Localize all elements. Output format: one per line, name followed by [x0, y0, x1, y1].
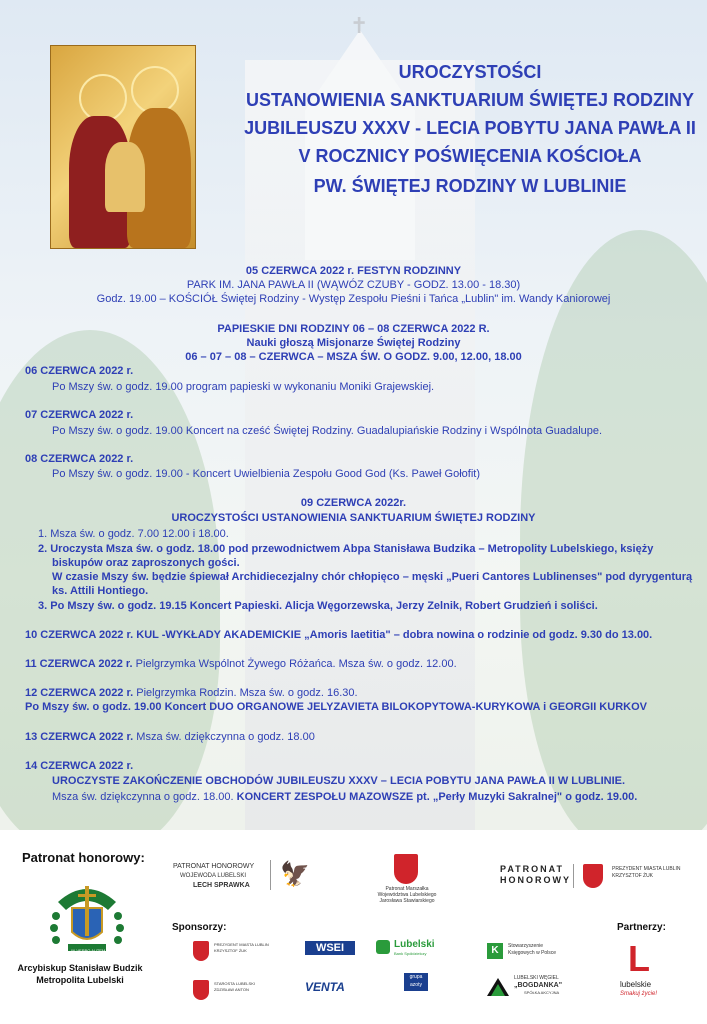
azoty-line2: azoty [410, 982, 422, 988]
june11-text: Pielgrzymka Wspólnot Żywego Różańca. Msza św. o godz. 12.00. [132, 658, 457, 670]
title-line-4: V ROCZNICY POŚWIĘCENIA KOŚCIOŁA [298, 146, 642, 166]
starosta-line1: STAROSTA LUBELSKI [214, 981, 255, 986]
june9-item-3: 3. Po Mszy św. o godz. 19.15 Koncert Papieski. Alicja Węgorzewska, Jerzy Zelnik, Robert Grudzień i soliści. [38, 600, 598, 612]
divider [270, 860, 271, 890]
june14-concert: KONCERT ZESPOŁU MAZOWSZE pt. „Perły Muzyki Sakralnej" o godz. 19.00. [236, 791, 638, 803]
marszalek-line2: Województwa Lubelskiego [377, 892, 437, 898]
wsei-logo: WSEI [305, 941, 355, 955]
prezydent-name-line2: KRZYSZTOF ŻUK [612, 873, 654, 879]
june12-date: 12 CZERWCA 2022 r. [25, 687, 134, 699]
bishop-title: Metropolita Lubelski [36, 975, 124, 985]
tree-right [520, 230, 707, 830]
june9-item-2-choir: W czasie Mszy św. będzie śpiewał Archidiecezjalny chór chłopięco – męski „Pueri Cantores Lublinenses" pod dyrygenturą [52, 571, 693, 583]
june9-item-2-cont: biskupów oraz zaproszonych gości. [52, 557, 240, 569]
june12-text: Pielgrzymka Rodzin. Msza św. o godz. 16.30. [133, 687, 358, 699]
day-text: Po Mszy św. o godz. 19.00 - Koncert Uwielbienia Zespołu Good God (Ks. Paweł Gołofit) [52, 468, 480, 480]
lubelskie-slogan: Smakuj życie! [620, 991, 658, 997]
june10-line: 10 CZERWCA 2022 r. KUL -WYKŁADY AKADEMICKIE „Amoris laetitia" – dobra nowina o rodzinie od godz. 9.30 do 13.00. [25, 629, 653, 641]
eagle-icon: 🦅 [280, 860, 310, 888]
lublin-city-crest-icon [583, 864, 603, 888]
prezydent-honorowy: HONOROWY [500, 875, 571, 885]
sponsor-prezydent-line1: PREZYDENT MIASTA LUBLIN [214, 942, 269, 947]
bogdanka-icon [487, 978, 509, 996]
starosta-line2: ZDZISŁAW ANTON [214, 987, 249, 992]
june13-date: 13 CZERWCA 2022 r. [25, 731, 134, 743]
venta-logo: VENTA [305, 980, 345, 994]
skp-line1: Stowarzyszenie [508, 943, 544, 949]
crest-motto: IN VERBO AUTEM TUO [71, 948, 115, 953]
holy-family-icon [50, 45, 196, 249]
title-line-2: USTANOWIENIA SANKTUARIUM ŚWIĘTEJ RODZINY [246, 90, 694, 110]
bogdanka-line3: SPÓŁKA AKCYJNA [524, 990, 560, 995]
day-date: 08 CZERWCA 2022 r. [25, 453, 134, 465]
june14-date: 14 CZERWCA 2022 r. [25, 760, 134, 772]
june9-heading: UROCZYSTOŚCI USTANOWIENIA SANKTUARIUM ŚWIĘTEJ RODZINY [171, 512, 536, 524]
title-line-5: PW. ŚWIĘTEJ RODZINY W LUBLINIE [313, 176, 627, 196]
bank-name: Lubelski [394, 939, 435, 950]
festyn-place: PARK IM. JANA PAWŁA II (WĄWÓZ CZUBY - GODZ. 13.00 - 18.30) [186, 279, 521, 291]
june12-line [25, 686, 358, 700]
june9-item-2: 2. Uroczysta Msza św. o godz. 18.00 pod przewodnictwem Abpa Stanisława Budzika – Metropolity Lubelskiego, księży [38, 543, 654, 555]
starosta-crest-icon [193, 980, 209, 1000]
sponsor-prezydent-line2: KRZYSZTOF ŻUK [214, 948, 247, 953]
skp-line2: Księgowych w Polsce [508, 950, 557, 956]
marszalek-line3: Jarosława Stawiarskiego [379, 898, 435, 904]
prezydent-patronat: PATRONAT [500, 864, 564, 874]
bogdanka-line2: „BOGDANKA" [514, 982, 563, 989]
june11-line [25, 657, 457, 671]
azoty-logo [404, 973, 428, 991]
bogdanka-line1: LUBELSKI WĘGIEL [514, 975, 559, 981]
archbishop-crest [48, 880, 126, 956]
bank-sub: Bank Spółdzielczy [394, 951, 427, 956]
title-line-1: UROCZYSTOŚCI [398, 62, 542, 82]
patronat-label: Patronat honorowy: [22, 850, 145, 865]
june14-mass [52, 790, 637, 804]
day-date: 07 CZERWCA 2022 r. [25, 409, 134, 421]
papieskie-sub: Nauki głoszą Misjonarze Świętej Rodziny [246, 337, 461, 349]
cross-icon: ✝ [350, 14, 369, 39]
day-text: Po Mszy św. o godz. 19.00 Koncert na cześć Świętej Rodziny. Guadalupiańskie Rodziny i Wspólnota Guadalupe. [52, 425, 603, 437]
partners-label: Partnerzy: [617, 922, 666, 933]
june9-item-1: 1. Msza św. o godz. 7.00 12.00 i 18.00. [38, 528, 229, 540]
lublin-crest-icon [394, 854, 418, 884]
june14-text: Msza św. dziękczynna o godz. 18.00. [52, 791, 237, 803]
wojewoda-name: LECH SPRAWKA [193, 882, 250, 889]
bishop-name: Arcybiskup Stanisław Budzik [17, 963, 143, 973]
prezydent-name-line1: PREZYDENT MIASTA LUBLIN [612, 866, 681, 872]
wojewoda-title: WOJEWODA LUBELSKI [180, 873, 247, 879]
papieskie-mass: 06 – 07 – 08 – CZERWCA – MSZA ŚW. O GODZ. 9.00, 12.00, 18.00 [185, 351, 522, 363]
june9-date: 09 CZERWCA 2022r. [300, 497, 407, 509]
june13-line [25, 730, 315, 744]
day-text: Po Mszy św. o godz. 19.00 program papieski w wykonaniu Moniki Grajewskiej. [52, 381, 435, 393]
june12-concert: Po Mszy św. o godz. 19.00 Koncert DUO ORGANOWE JELYZAVIETA BILOKOPYTOWA-KURYKOWA i GEORGII KURKOV [25, 701, 647, 713]
bank-logo [376, 940, 456, 958]
festyn-evening: Godz. 19.00 – KOŚCIÓŁ Świętej Rodziny - Występ Zespołu Pieśni i Tańca „Lublin" im. Wandy Kaniorowej [96, 293, 611, 305]
june14-heading: UROCZYSTE ZAKOŃCZENIE OBCHODÓW JUBILEUSZU XXXV – LECIA POBYTU JANA PAWŁA II W LUBLINIE. [52, 775, 626, 787]
title-line-3: JUBILEUSZU XXXV - LECIA POBYTU JANA PAWŁA II [244, 118, 696, 138]
day-date: 06 CZERWCA 2022 r. [25, 365, 134, 377]
sponsors-label: Sponsorzy: [172, 922, 227, 933]
lubelskie-name: lubelskie [620, 980, 652, 989]
june11-date: 11 CZERWCA 2022 r. [25, 658, 133, 670]
wojewoda-patronat: PATRONAT HONOROWY [173, 863, 255, 870]
june9-item-2-conductor: ks. Attili Hontiego. [52, 585, 149, 597]
lublin-crest-icon [193, 941, 209, 961]
sponsors-footer [0, 830, 707, 1024]
june13-text: Msza św. dziękczynna o godz. 18.00 [133, 731, 315, 743]
lubelskie-logo-mark: L [628, 938, 650, 979]
festyn-heading: 05 CZERWCA 2022 r. FESTYN RODZINNY [245, 265, 462, 277]
azoty-line1: grupa [409, 974, 423, 980]
marszalek-line1: Patronat Marszałka [385, 886, 429, 892]
papieskie-heading: PAPIESKIE DNI RODZINY 06 – 08 CZERWCA 2022 R. [217, 323, 490, 335]
divider [573, 864, 574, 888]
skp-icon: K [487, 943, 503, 959]
